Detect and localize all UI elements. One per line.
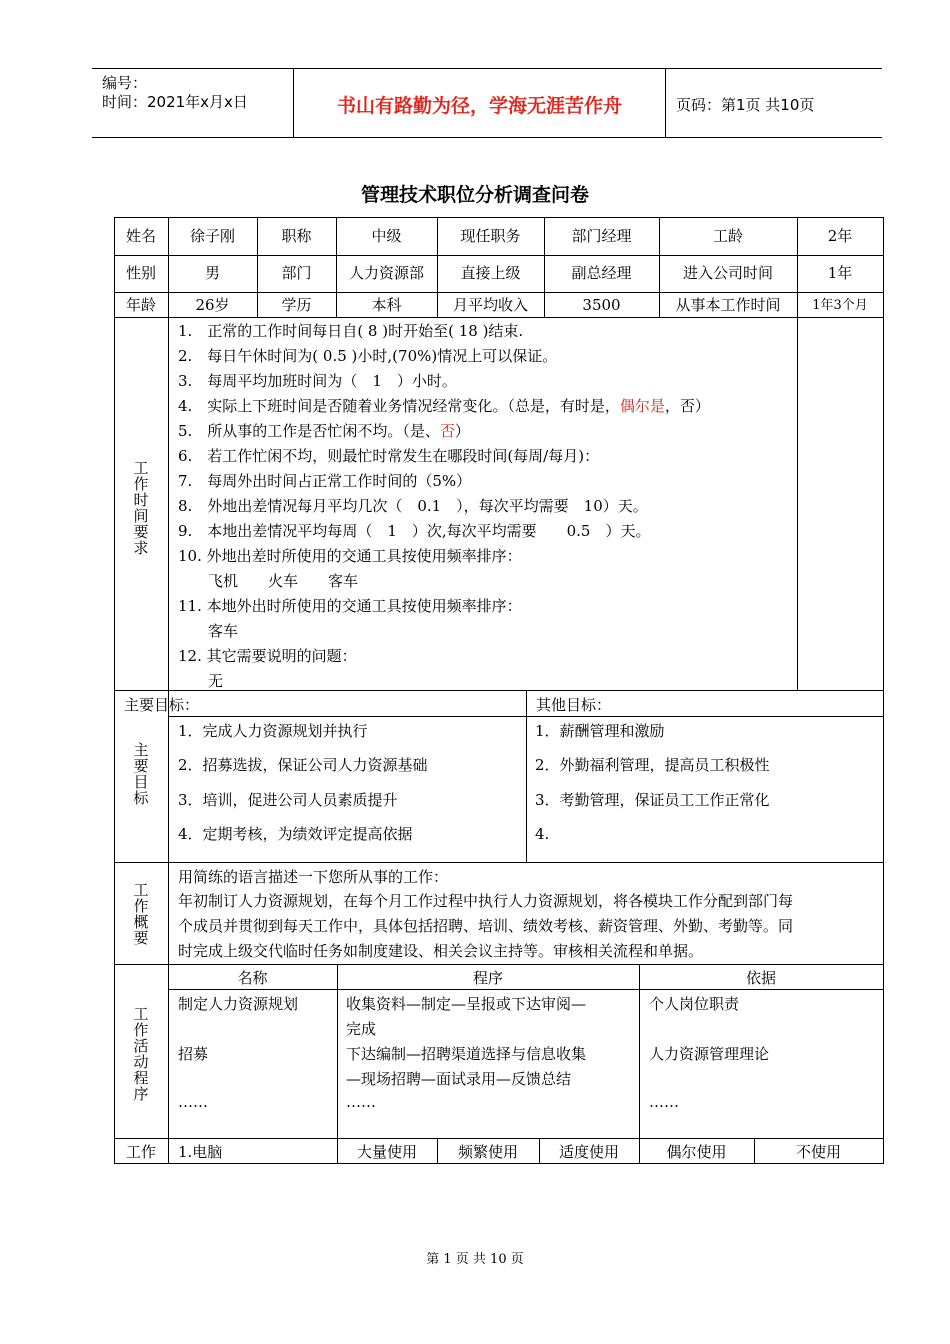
document-header bbox=[92, 68, 882, 138]
main-goal-4: 4．定期考核，为绩效评定提高依据 bbox=[178, 825, 413, 843]
other-goal-4: 4. bbox=[535, 825, 550, 843]
edu-label: 学历 bbox=[281, 296, 312, 314]
question-1: 1. 正常的工作时间每日自( 8 )时开始至( 18 )结束. bbox=[178, 322, 524, 340]
join-value: 1年 bbox=[827, 264, 853, 282]
other-goal-3: 3．考勤管理，保证员工工作正常化 bbox=[535, 791, 770, 809]
question-5: 5. 所从事的工作是否忙闲不均。（是、否） bbox=[178, 422, 470, 440]
age-label: 年龄 bbox=[125, 296, 156, 314]
dept-label: 部门 bbox=[281, 264, 312, 282]
question-4: 4. 实际上下班时间是否随着业务情况经常变化。（总是，有时是，偶尔是，否） bbox=[178, 397, 710, 415]
gender-label: 性别 bbox=[125, 264, 156, 282]
usage-option[interactable]: 不使用 bbox=[795, 1143, 841, 1161]
position-label: 现任职务 bbox=[460, 227, 521, 245]
goals-label: 主要目标 bbox=[133, 741, 149, 807]
name-label: 姓名 bbox=[125, 227, 156, 245]
other-goal-1: 1．薪酬管理和激励 bbox=[535, 722, 665, 740]
summary-line: 个成员并贯彻到每天工作中，具体包括招聘、培训、绩效考核、薪资管理、外勤、考勤等。同 bbox=[178, 917, 794, 935]
answer-10: 飞机 火车 客车 bbox=[208, 572, 359, 590]
question-12: 12. 其它需要说明的问题： bbox=[178, 647, 357, 665]
usage-option[interactable]: 大量使用 bbox=[356, 1143, 417, 1161]
income-label: 月平均收入 bbox=[452, 296, 528, 314]
answer-11: 客车 bbox=[208, 622, 239, 640]
header-meta bbox=[102, 74, 248, 112]
tools-label: 工作 bbox=[125, 1143, 156, 1161]
number-label: 编号： bbox=[102, 74, 148, 92]
document-title: 管理技术职位分析调查问卷 bbox=[360, 184, 589, 206]
income-value: 3500 bbox=[582, 296, 621, 314]
question-7: 7. 每周外出时间占正常工作时间的（5%） bbox=[178, 472, 472, 490]
activity-procedure: 下达编制—招聘渠道选择与信息收集 bbox=[346, 1045, 587, 1063]
activity-basis: …… bbox=[649, 1093, 679, 1111]
seniority-value: 2年 bbox=[827, 227, 853, 245]
tool-item: 1.电脑 bbox=[178, 1143, 223, 1161]
activity-name: 招募 bbox=[178, 1045, 209, 1063]
answer-12: 无 bbox=[208, 672, 224, 690]
seniority-label: 工龄 bbox=[712, 227, 743, 245]
question-10: 10. 外地出差时所使用的交通工具按使用频率排序： bbox=[178, 547, 522, 565]
activity-name: …… bbox=[178, 1093, 208, 1111]
title-label: 职称 bbox=[281, 227, 312, 245]
question-2: 2. 每日午休时间为( 0.5 )小时,(70%)情况上可以保证。 bbox=[178, 347, 558, 365]
summary-line: 年初制订人力资源规划，在每个月工作过程中执行人力资源规划，将各模块工作分配到部门每 bbox=[178, 892, 794, 910]
title-value: 中级 bbox=[371, 227, 402, 245]
main-goal-2: 2．招募选拔，保证公司人力资源基础 bbox=[178, 756, 428, 774]
other-goals-header: 其他目标： bbox=[536, 696, 612, 714]
motto: 书山有路勤为径，学海无涯苦作舟 bbox=[336, 95, 622, 117]
main-goals-header: 主要目标： bbox=[124, 696, 200, 714]
summary-prompt: 用简练的语言描述一下您所从事的工作： bbox=[178, 868, 449, 886]
main-goal-1: 1．完成人力资源规划并执行 bbox=[178, 722, 368, 740]
activity-procedure: …… bbox=[346, 1093, 376, 1111]
question-6: 6. 若工作忙闲不均，则最忙时常发生在哪段时间(每周/每月)： bbox=[178, 447, 600, 465]
superior-value: 副总经理 bbox=[571, 264, 632, 282]
question-9: 9. 本地出差情况平均每周（ 1 ）次,每次平均需要 0.5 ）天。 bbox=[178, 522, 651, 540]
name-value: 徐子刚 bbox=[189, 227, 235, 245]
activities-label: 工作活动程序 bbox=[133, 1005, 149, 1103]
edu-value: 本科 bbox=[371, 296, 402, 314]
activity-basis: 个人岗位职责 bbox=[649, 995, 740, 1013]
usage-option[interactable]: 偶尔使用 bbox=[666, 1143, 727, 1161]
usage-option[interactable]: 频繁使用 bbox=[457, 1143, 518, 1161]
col-name: 名称 bbox=[237, 969, 268, 987]
page-footer: 第 1 页 共 10 页 bbox=[426, 1252, 524, 1267]
selected-answer: 否 bbox=[439, 422, 455, 440]
activity-basis: 人力资源管理理论 bbox=[649, 1045, 770, 1063]
activity-procedure: —现场招聘—面试录用—反馈总结 bbox=[346, 1070, 572, 1088]
join-label: 进入公司时间 bbox=[682, 264, 773, 282]
summary-line: 时完成上级交代临时任务如制度建设、相关会议主持等。审核相关流程和单据。 bbox=[178, 942, 704, 960]
activity-procedure: 完成 bbox=[346, 1020, 377, 1038]
selected-answer: 偶尔是 bbox=[619, 397, 665, 415]
usage-option[interactable]: 适度使用 bbox=[558, 1143, 619, 1161]
main-goal-3: 3．培训，促进公司人员素质提升 bbox=[178, 791, 398, 809]
worktime-label: 工作时间要求 bbox=[133, 459, 149, 557]
header-divider bbox=[665, 69, 666, 137]
question-11: 11. 本地外出时所使用的交通工具按使用频率排序： bbox=[178, 597, 522, 615]
col-basis: 依据 bbox=[745, 969, 776, 987]
question-8: 8. 外地出差情况每月平均几次（ 0.1 ），每次平均需要 10）天。 bbox=[178, 497, 648, 515]
time-label: 时间：2021年x月x日 bbox=[102, 93, 248, 111]
dept-value: 人力资源部 bbox=[348, 264, 424, 282]
col-procedure: 程序 bbox=[472, 969, 503, 987]
activity-procedure: 收集资料—制定—呈报或下达审阅— bbox=[346, 995, 587, 1013]
tenure-label: 从事本工作时间 bbox=[675, 296, 781, 314]
superior-label: 直接上级 bbox=[460, 264, 521, 282]
gender-value: 男 bbox=[204, 264, 220, 282]
page-info: 页码：第1页 共10页 bbox=[676, 96, 815, 114]
other-goal-2: 2．外勤福利管理，提高员工积极性 bbox=[535, 756, 770, 774]
summary-label: 工作概要 bbox=[133, 881, 149, 947]
question-3: 3. 每周平均加班时间为（ 1 ）小时。 bbox=[178, 372, 457, 390]
position-value: 部门经理 bbox=[571, 227, 632, 245]
activity-name: 制定人力资源规划 bbox=[178, 995, 299, 1013]
age-value: 26岁 bbox=[195, 296, 230, 314]
tenure-value: 1年3个月 bbox=[812, 298, 868, 313]
